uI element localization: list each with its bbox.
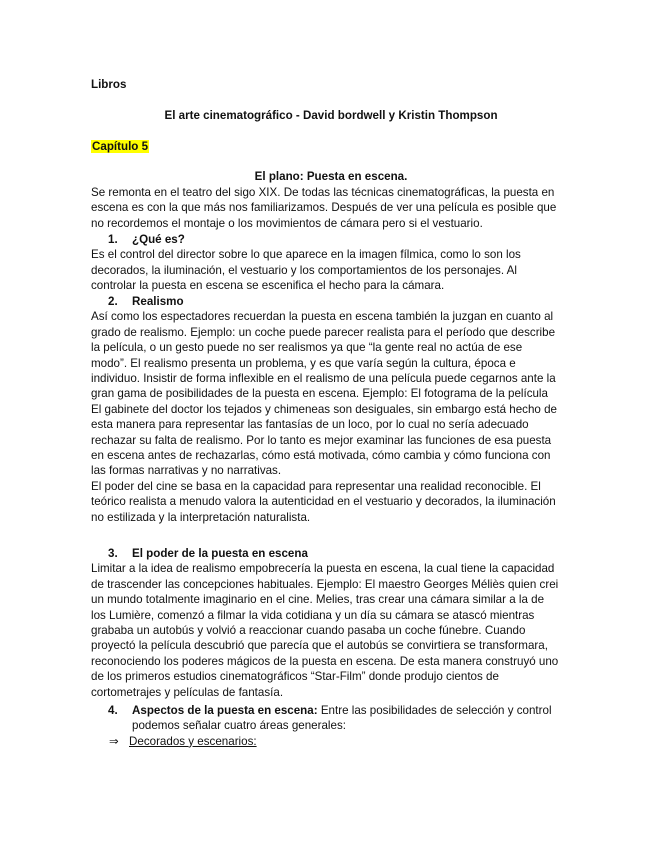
item-1-body: Es el control del director sobre lo que aparece en la imagen fílmica, como lo son los decorados, la iluminación, el vestuario y los comportamientos de los personajes. Al controlar la puesta en escena se escenifica el hecho para la cámara. [91,248,521,293]
item-2-body: Así como los espectadores recuerdan la puesta en escena también la juzgan en cuanto al grado de realismo. Ejemplo: un coche puede parecer realista para el período que describe la película, o un gesto puede no ser realismos ya que “la gente real no actúa de ese modo”. El realismo presenta un problema, y es que varía según la cultura, época e individuo. Insistir de forma inflexible en el realismo de una película puede cegarnos ante la gran gama de posibilidades de la puesta en escena. Ejemplo: El fotograma de la película El gabinete del doctor los tejados y chimeneas son desiguales, sin embargo está hecho de esta manera para representar las fantasías de un loco, por lo cual no sería adecuado rechazar su falta de realismo. Por lo tanto es mejor examinar las funciones de esa puesta en escena antes de rechazarlas, cómo está motivada, cómo cambia y cómo funciona con las formas narrativas y no narrativas. [91,310,557,478]
book-title: El arte cinematográfico - David bordwell y Kristin Thompson [164,109,498,122]
item-1 [91,232,561,294]
item-2-body-2: El poder del cine se basa en la capacidad para representar una realidad reconocible. El teórico realista a menudo valora la autenticidad en el vestuario y decorados, la iluminación no estilizada y la interpretación naturalista. [91,479,556,524]
item-4-title: Aspectos de la puesta en escena: [132,704,318,717]
item-3-body: Limitar a la idea de realismo empobrecería la puesta en escena, la cual tiene la capacidad de trascender las concepciones habituales. Ejemplo: El maestro Georges Méliès quien crei un mundo totalmente imaginario en el cine. Melies, tras crear una cámara similar a la de los Lumière, comenzó a filmar la vida cotidiana y un día su cámara se atascó mientras grababa un autobús y volvió a reaccionar cuando pasaba un coche fúnebre. Cuando proyectó la película descubrió que parecía que el autobús se convirtiera se transformara, reconociendo los poderes mágicos de la puesta en escena. De esta manera construyó uno de los primeros estudios cinematográficos “Star-Film” donde produjo cientos de cortometrajes y películas de fantasía. [91,562,559,699]
item-2-title: Realismo [132,295,184,308]
item-1-heading [91,232,561,247]
section-title: El plano: Puesta en escena. [254,170,408,183]
item-3-title: El poder de la puesta en escena [132,547,308,560]
intro-text: Se remonta en el teatro del sigo XIX. De todas las técnicas cinematográficas, la puesta en escena es con la que más nos familiarizamos. Después de ver una película es posible que no recordemos el montaje o los movimientos de cámara pero si el vestuario. [91,186,557,230]
item-3 [91,546,561,700]
sub-item [91,734,561,749]
item-3-heading [91,546,561,561]
item-4-content [132,703,561,734]
item-2-number: 2. [108,295,118,308]
item-3-number: 3. [108,547,118,560]
item-2 [91,294,561,525]
item-2-heading [91,294,561,309]
item-4-number: 4. [108,704,118,717]
header-label: Libros [91,78,127,91]
item-4-body: Entre las posibilidades de selección y control podemos señalar cuatro áreas generales: [132,704,552,733]
item-1-number: 1. [108,233,118,246]
item-4-heading [91,703,561,734]
arrow-icon: ⇒ [109,734,119,748]
intro-paragraph [91,185,561,231]
chapter-heading [91,139,561,154]
chapter-label: Capítulo 5 [92,140,149,153]
item-4 [91,703,561,749]
sub-item-label: Decorados y escenarios: [129,734,257,748]
item-1-title: ¿Qué es? [132,233,185,246]
